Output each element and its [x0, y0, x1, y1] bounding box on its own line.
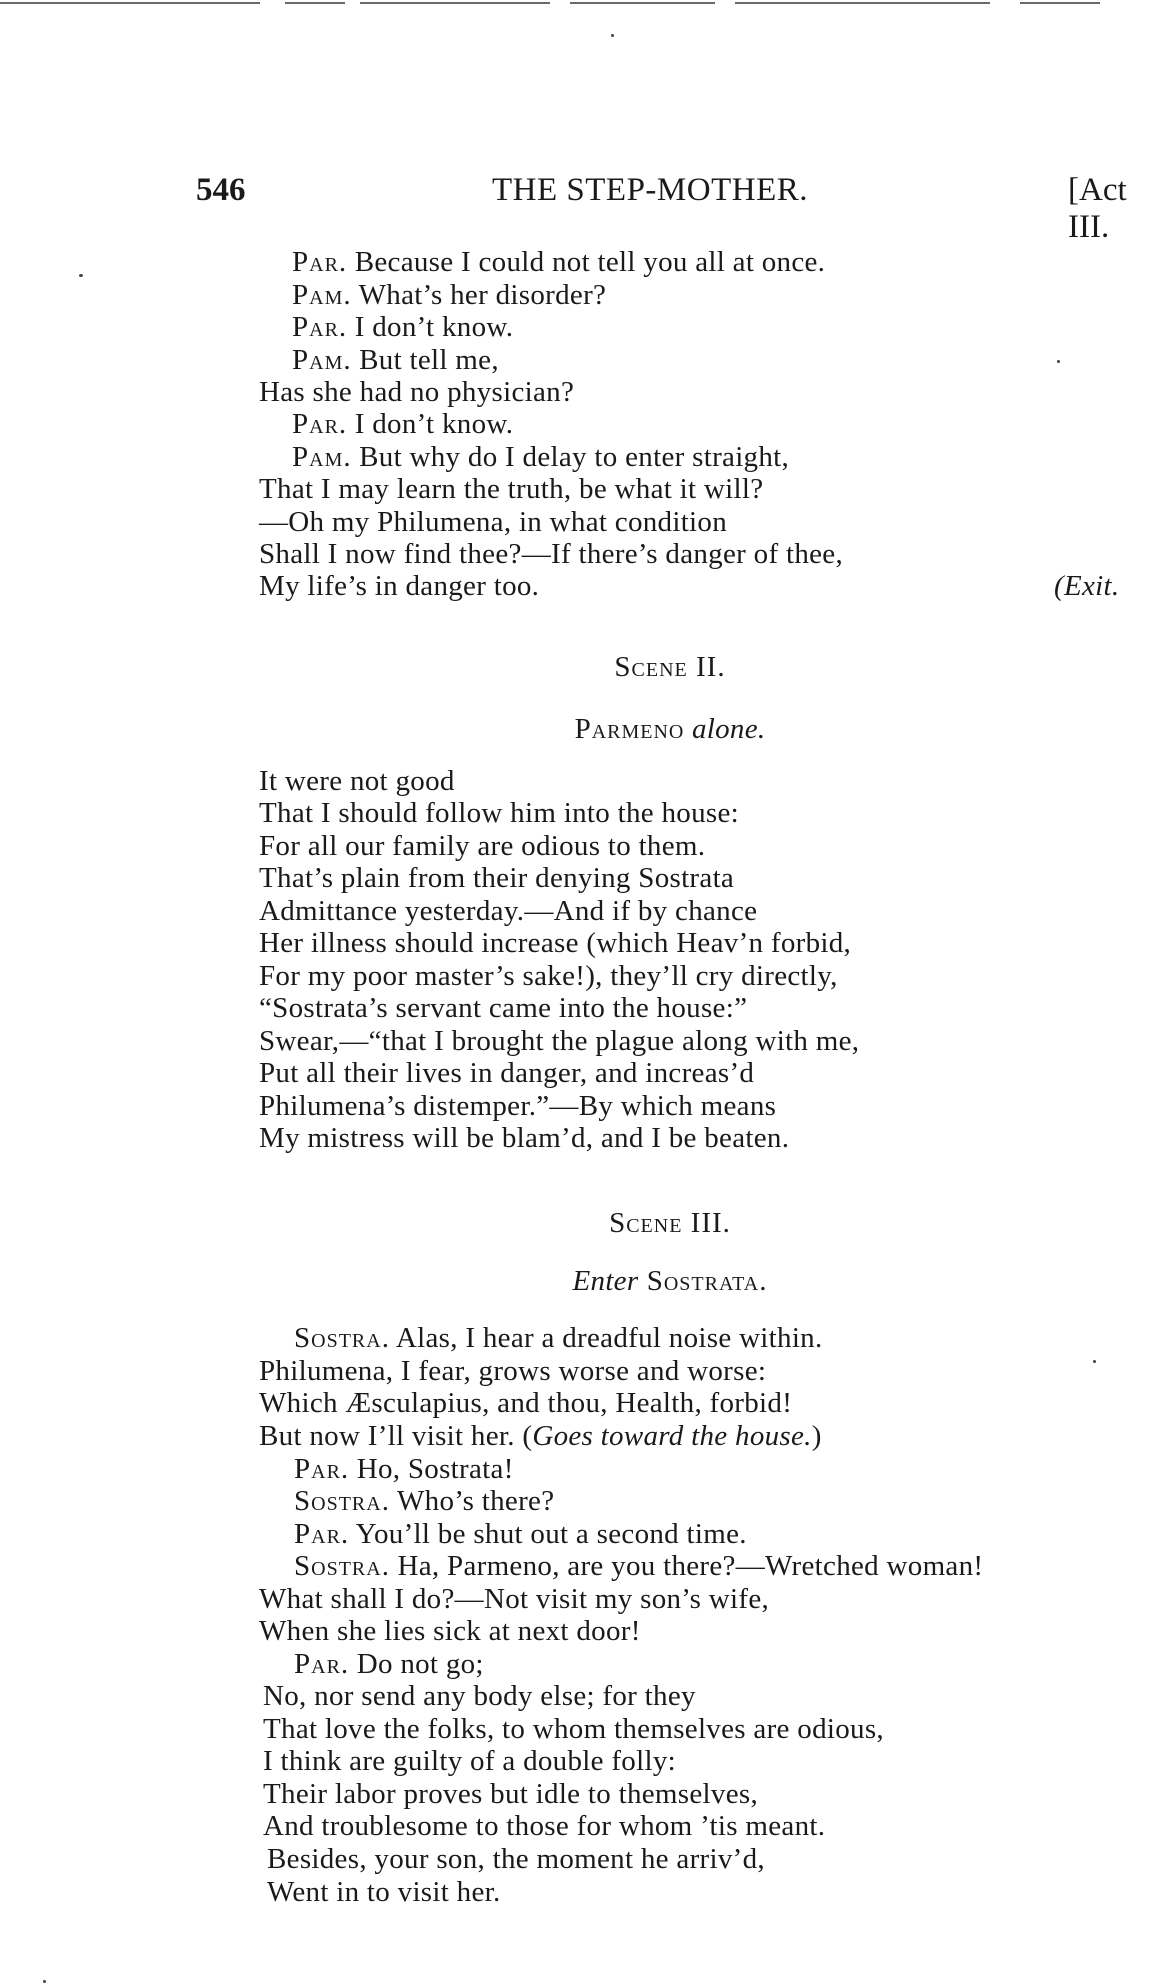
verse-line: Sostra. Alas, I hear a dreadful noise within. — [294, 1322, 823, 1354]
verse-line: Philumena, I fear, grows worse and worse: — [259, 1355, 767, 1387]
verse-line: That love the folks, to whom themselves are odious, — [263, 1713, 884, 1745]
scan-speck — [79, 274, 83, 277]
verse-line: Par. You’ll be shut out a second time. — [294, 1518, 747, 1550]
verse-line: Pam. What’s her disorder? — [292, 279, 607, 311]
scan-speck — [1057, 360, 1060, 363]
verse-line: Has she had no physician? — [259, 376, 575, 408]
stage-direction-exit: (Exit. — [1054, 570, 1120, 602]
verse-line: Shall I now find thee?—If there’s danger of thee, — [259, 538, 844, 570]
verse-line: Par. Ho, Sostrata! — [294, 1453, 514, 1485]
verse-line: Put all their lives in danger, and increas’d — [259, 1057, 755, 1089]
verse-line: Par. I don’t know. — [292, 311, 514, 343]
verse-line: And troublesome to those for whom ’tis meant. — [263, 1810, 826, 1842]
verse-line: Sostra. Ha, Parmeno, are you there?—Wretched woman! — [294, 1550, 984, 1582]
verse-line: “Sostrata’s servant came into the house:” — [259, 992, 748, 1024]
verse-line: Par. Do not go; — [294, 1648, 484, 1680]
verse-line: But now I’ll visit her. (Goes toward the house.) — [259, 1420, 822, 1452]
scene-heading: Scene III. — [609, 1207, 731, 1239]
verse-line: When she lies sick at next door! — [259, 1615, 641, 1647]
verse-line: Admittance yesterday.—And if by chance — [259, 895, 758, 927]
scan-speck — [611, 34, 614, 37]
scene-heading: Scene II. — [614, 651, 726, 683]
verse-line: That I should follow him into the house: — [259, 797, 739, 829]
verse-line: It were not good — [259, 765, 455, 797]
verse-line: Went in to visit her. — [267, 1876, 501, 1908]
scan-speck — [43, 1980, 46, 1983]
verse-line: That I may learn the truth, be what it will? — [259, 473, 764, 505]
verse-line: For my poor master’s sake!), they’ll cry directly, — [259, 960, 838, 992]
verse-line: Besides, your son, the moment he arriv’d, — [267, 1843, 765, 1875]
verse-line: That’s plain from their denying Sostrata — [259, 862, 735, 894]
verse-line: Pam. But why do I delay to enter straight, — [292, 441, 790, 473]
act-marker: [Act III. — [1068, 172, 1127, 245]
verse-line: Swear,—“that I brought the plague along with me, — [259, 1025, 860, 1057]
top-scan-rule — [0, 2, 1100, 5]
verse-line: Philumena’s distemper.”—By which means — [259, 1090, 777, 1122]
verse-line: My life’s in danger too. — [259, 570, 540, 602]
verse-line: Which Æsculapius, and thou, Health, forbid! — [259, 1387, 793, 1419]
verse-line: —Oh my Philumena, in what condition — [259, 506, 728, 538]
verse-line: My mistress will be blam’d, and I be beaten. — [259, 1122, 790, 1154]
scene-subheading: Enter Sostrata. — [572, 1265, 768, 1297]
scene-subheading: Parmeno alone. — [574, 713, 766, 745]
verse-line: No, nor send any body else; for they — [263, 1680, 696, 1712]
stage-direction: Goes toward the house. — [532, 1420, 812, 1452]
running-title: THE STEP-MOTHER. — [492, 172, 808, 208]
verse-line: Her illness should increase (which Heav’n forbid, — [259, 927, 852, 959]
verse-line: What shall I do?—Not visit my son’s wife, — [259, 1583, 770, 1615]
running-header — [0, 172, 1172, 245]
verse-line: Sostra. Who’s there? — [294, 1485, 555, 1517]
verse-line: I think are guilty of a double folly: — [263, 1745, 676, 1777]
verse-line: Par. Because I could not tell you all at once. — [292, 246, 826, 278]
scan-speck — [1093, 1360, 1096, 1363]
verse-line: Pam. But tell me, — [292, 344, 499, 376]
verse-line: Par. I don’t know. — [292, 408, 514, 440]
verse-line: Their labor proves but idle to themselves, — [263, 1778, 759, 1810]
verse-line: For all our family are odious to them. — [259, 830, 706, 862]
page-number: 546 — [196, 172, 246, 208]
